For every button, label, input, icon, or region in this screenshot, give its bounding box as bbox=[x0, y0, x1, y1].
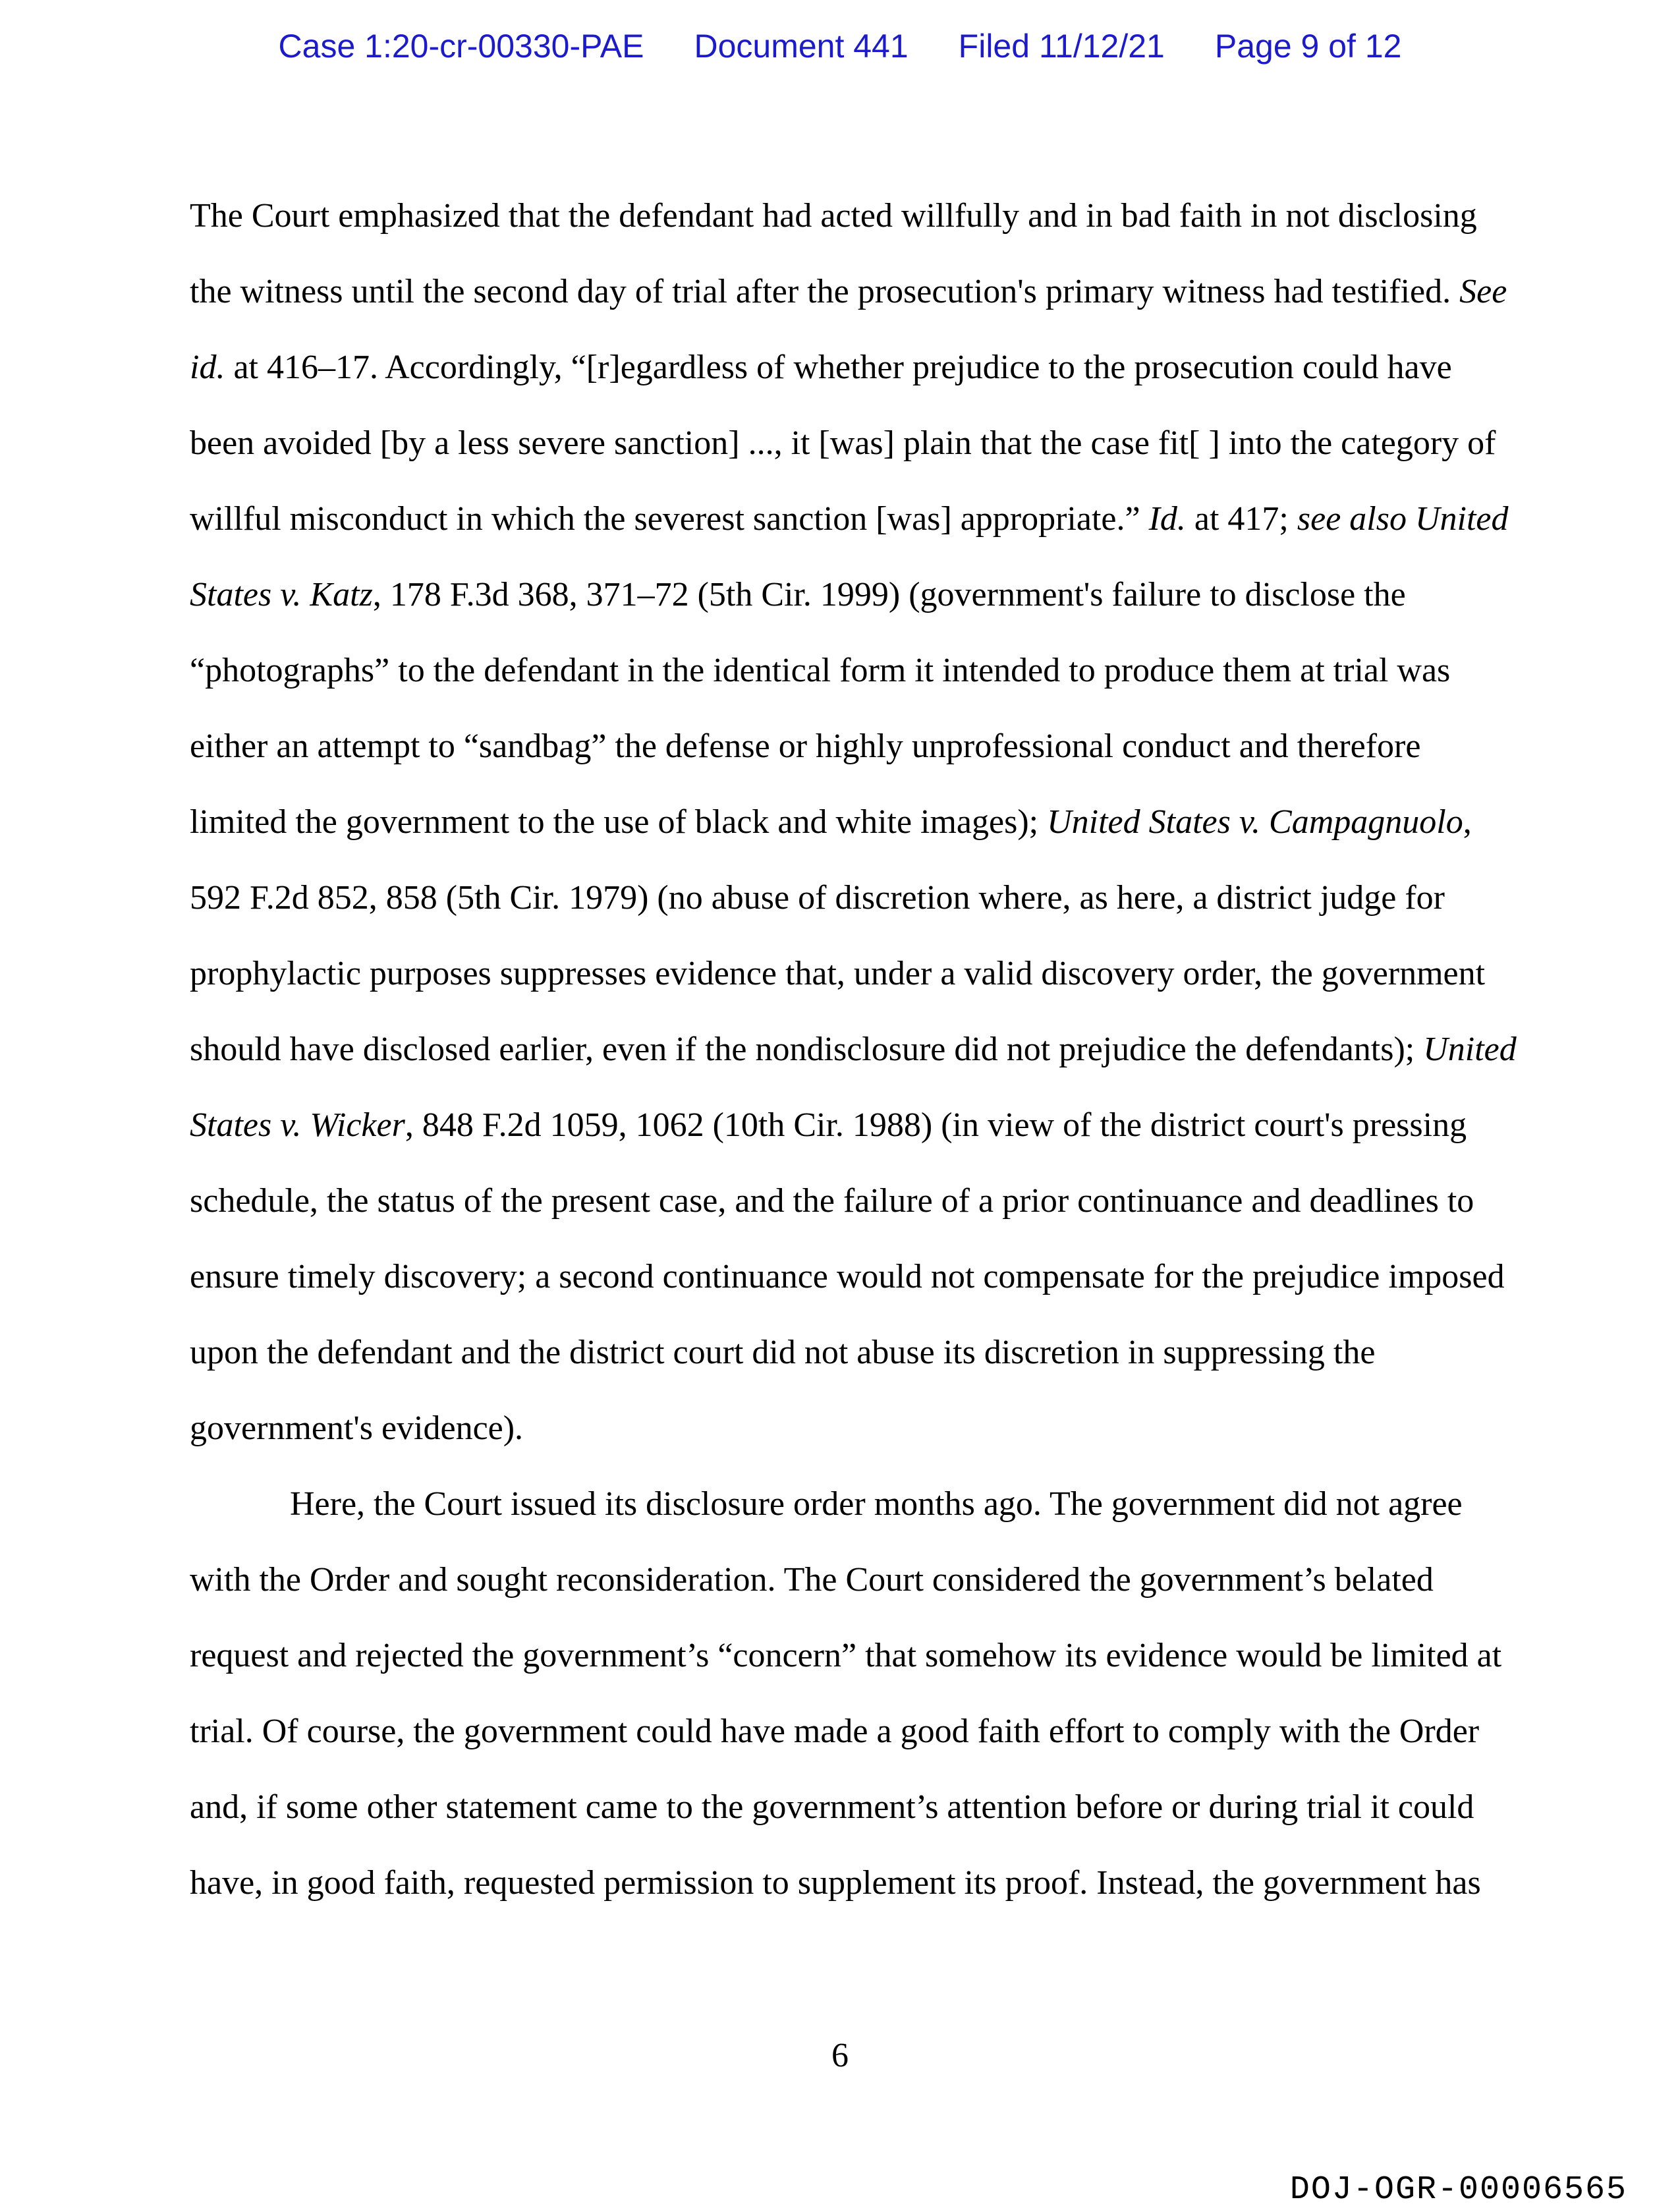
body-line bbox=[190, 708, 1498, 784]
body-run-italic: id. bbox=[190, 349, 225, 386]
body-line bbox=[190, 1315, 1498, 1390]
body-run-italic: United States v. Campagnuolo bbox=[1047, 803, 1463, 841]
body-run: request and rejected the government’s “concern” that somehow its evidence would be limited at bbox=[190, 1637, 1502, 1674]
header-case-number: Case 1:20-cr-00330-PAE bbox=[278, 28, 644, 65]
body-line bbox=[190, 557, 1498, 633]
body-run: either an attempt to “sandbag” the defense or highly unprofessional conduct and therefore bbox=[190, 727, 1421, 765]
body-line bbox=[190, 1769, 1498, 1845]
body-line bbox=[190, 1163, 1498, 1239]
body-run-italic: see also United bbox=[1297, 500, 1509, 538]
page-number: 6 bbox=[831, 2037, 849, 2074]
header-document-number: Document 441 bbox=[694, 28, 909, 65]
body-line bbox=[190, 784, 1498, 860]
body-run-italic: States v. Katz bbox=[190, 576, 373, 613]
body-line bbox=[190, 1087, 1498, 1163]
body-run: , 178 F.3d 368, 371–72 (5th Cir. 1999) (government's failure to disclose the bbox=[372, 576, 1406, 613]
body-run: government's evidence). bbox=[190, 1409, 524, 1447]
body-run: have, in good faith, requested permission to supplement its proof. Instead, the government has bbox=[190, 1864, 1481, 1902]
body-line bbox=[190, 1239, 1505, 1315]
bates-number: DOJ-OGR-00006565 bbox=[1289, 2171, 1627, 2209]
body-run: and, if some other statement came to the government’s attention before or during trial it could bbox=[190, 1788, 1474, 1826]
body-line bbox=[190, 1845, 1498, 1921]
body-run-italic: United bbox=[1423, 1031, 1517, 1068]
body-run: , bbox=[1463, 803, 1472, 841]
body-line bbox=[190, 936, 1498, 1011]
body-line bbox=[190, 1390, 1498, 1466]
document-body bbox=[190, 178, 1517, 1921]
body-line bbox=[190, 329, 1498, 405]
body-line bbox=[190, 178, 1498, 254]
body-run: schedule, the status of the present case, and the failure of a prior continuance and deadlines to bbox=[190, 1182, 1474, 1220]
body-run: should have disclosed earlier, even if the nondisclosure did not prejudice the defendants); bbox=[190, 1031, 1424, 1068]
body-run: with the Order and sought reconsideration. The Court considered the government’s belated bbox=[190, 1561, 1434, 1599]
body-run-italic: Id. bbox=[1148, 500, 1186, 538]
body-line bbox=[190, 1542, 1498, 1618]
header-page-indicator: Page 9 of 12 bbox=[1214, 28, 1402, 65]
body-run: prophylactic purposes suppresses evidence that, under a valid discovery order, the government bbox=[190, 955, 1486, 992]
body-line bbox=[190, 860, 1498, 936]
body-run: upon the defendant and the district court did not abuse its discretion in suppressing the bbox=[190, 1334, 1376, 1371]
body-run: The Court emphasized that the defendant had acted willfully and in bad faith in not disclosing bbox=[190, 197, 1477, 235]
body-run: “photographs” to the defendant in the identical form it intended to produce them at trial was bbox=[190, 652, 1451, 689]
body-run: 592 F.2d 852, 858 (5th Cir. 1979) (no abuse of discretion where, as here, a district judge for bbox=[190, 879, 1445, 917]
body-line bbox=[190, 254, 1507, 329]
body-run: limited the government to the use of black and white images); bbox=[190, 803, 1048, 841]
body-line bbox=[190, 1693, 1498, 1769]
body-line bbox=[190, 405, 1498, 481]
body-run: at 417; bbox=[1185, 500, 1297, 538]
body-run: willful misconduct in which the severest sanction [was] appropriate.” bbox=[190, 500, 1149, 538]
header-filed-date: Filed 11/12/21 bbox=[958, 28, 1165, 65]
body-run: Here, the Court issued its disclosure order months ago. The government did not agree bbox=[290, 1485, 1463, 1523]
body-run: the witness until the second day of trial after the prosecution's primary witness had testified. bbox=[190, 273, 1460, 310]
body-run: , 848 F.2d 1059, 1062 (10th Cir. 1988) (in view of the district court's pressing bbox=[405, 1106, 1467, 1144]
body-run: at 416–17. Accordingly, “[r]egardless of whether prejudice to the prosecution could have bbox=[225, 349, 1452, 386]
body-run-italic: See bbox=[1459, 273, 1507, 310]
body-run: trial. Of course, the government could have made a good faith effort to comply with the Order bbox=[190, 1713, 1480, 1750]
body-line bbox=[190, 633, 1498, 708]
body-line bbox=[190, 481, 1509, 557]
court-stamp-header bbox=[0, 28, 1680, 65]
body-line bbox=[190, 1618, 1502, 1693]
body-run: been avoided [by a less severe sanction] ..., it [was] plain that the case fit[ ] into the category of bbox=[190, 424, 1496, 462]
body-line bbox=[190, 1011, 1517, 1087]
body-line bbox=[190, 1466, 1498, 1542]
body-run: ensure timely discovery; a second continuance would not compensate for the prejudice imposed bbox=[190, 1258, 1505, 1295]
body-run-italic: States v. Wicker bbox=[190, 1106, 405, 1144]
